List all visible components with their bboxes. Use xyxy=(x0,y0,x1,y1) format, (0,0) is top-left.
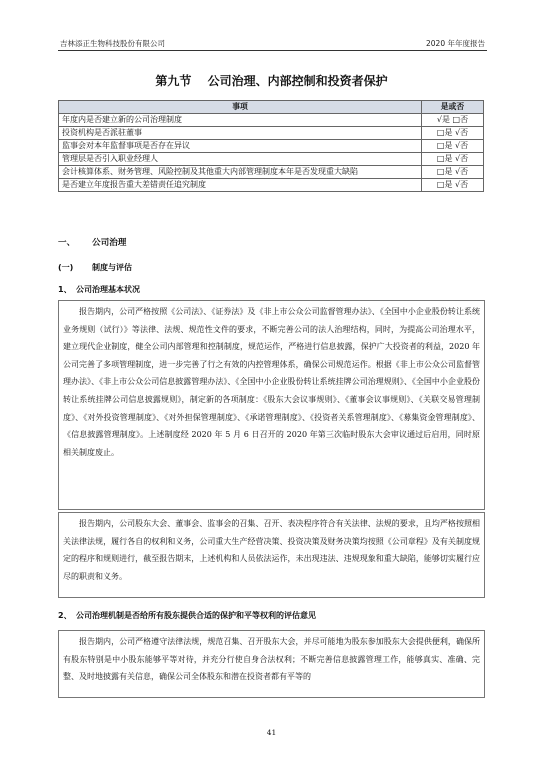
table-row xyxy=(59,114,484,127)
heading-systems-evaluation xyxy=(58,262,132,273)
row-item: 年度内是否建立新的公司治理制度 xyxy=(59,114,422,127)
page-number: 41 xyxy=(266,728,277,737)
table-header-row xyxy=(59,101,484,114)
heading-number: 2、 xyxy=(58,611,72,620)
paragraph: 报告期内，公司严格按照《公司法》、《证券法》及《非上市公众公司监督管理办法》、《全国中小企业股份转让系统业务规则（试行）》等法律、法规、规范性文件的要求，不断完善公司的法人治理结构，同时，为提高公司治理水平，建立现代企业制度，健全公司内部管理和控制制度，规范运作，严格进行信息披露，保护广大投资者的利益，2020 年公司完善了多项管理制度，进一步完善了行之有效的内控管理体系，确保公司规范运作。根据《非上市公众公司监督管理办法》、《非上市公众公司信息披露管理办法》、《全国中小企业股份转让系统挂牌公司治理规则》、《全国中小企业股份转让系统挂牌公司信息披露规则》，制定新的各项制度：《股东大会议事规则》、《董事会议事规则》、《关联交易管理制度》、《对外投资管理制度》、《对外担保管理制度》、《承诺管理制度》、《投资者关系管理制度》、《募集资金管理制度》、《信息披露管理制度》。上述制度经 2020 年 5 月 6 日召开的 2020 年第三次临时股东大会审议通过后启用，同时原相关制度废止。 xyxy=(63,307,480,457)
heading-text: 公司治理基本状况 xyxy=(76,285,140,294)
text-box-governance-operations xyxy=(58,512,485,598)
row-answer: □是 √否 xyxy=(422,166,484,179)
row-answer: √是 □否 xyxy=(422,114,484,127)
table-row xyxy=(59,153,484,166)
row-item: 管理层是否引入职业经理人 xyxy=(59,153,422,166)
governance-checklist-table xyxy=(58,100,484,192)
row-item: 会计核算体系、财务管理、风险控制及其他重大内部管理制度本年是否发现重大缺陷 xyxy=(59,166,422,179)
heading-shareholder-protection xyxy=(58,610,316,621)
heading-corporate-governance xyxy=(58,236,126,248)
column-header-item: 事项 xyxy=(59,101,422,114)
table-row xyxy=(59,179,484,192)
column-header-answer: 是或否 xyxy=(422,101,484,114)
row-answer: □是 √否 xyxy=(422,140,484,153)
heading-text: 公司治理 xyxy=(92,238,127,248)
header-divider xyxy=(58,50,487,51)
text-box-governance-status xyxy=(58,300,485,510)
row-item: 投资机构是否派驻董事 xyxy=(59,127,422,140)
row-answer: □是 √否 xyxy=(422,179,484,192)
paragraph: 报告期内，公司严格遵守法律法规，规范召集、召开股东大会，并尽可能地为股东参加股东大会提供便利，确保所有股东特别是中小股东能够平等对待，并充分行使自身合法权利；不断完善信息披露管理工作，能够真实、准确、完整、及时地披露有关信息，确保公司全体股东和潜在投资者都有平等的 xyxy=(63,637,480,682)
heading-basic-status xyxy=(58,284,140,295)
paragraph: 报告期内，公司股东大会、董事会、监事会的召集、召开、表决程序符合有关法律、法规的要求，且均严格按照相关法律法规，履行各自的权利和义务，公司重大生产经营决策、投资决策及财务决策均按照《公司章程》及有关制度规定的程序和规则进行，截至报告期末，上述机构和人员依法运作，未出现违法、违规现象和重大缺陷，能够切实履行应尽的职责和义务。 xyxy=(63,519,480,581)
row-answer: □是 √否 xyxy=(422,153,484,166)
section-title: 第九节 公司治理、内部控制和投资者保护 xyxy=(155,74,388,88)
table-row xyxy=(59,166,484,179)
table-row xyxy=(59,127,484,140)
heading-text: 公司治理机制是否给所有股东提供合适的保护和平等权利的评估意见 xyxy=(76,611,316,620)
report-name: 2020 年年度报告 xyxy=(426,39,485,48)
heading-number: (一) xyxy=(58,263,74,272)
heading-number: 1、 xyxy=(58,285,72,294)
row-item: 是否建立年度报告重大差错责任追究制度 xyxy=(59,179,422,192)
table-row xyxy=(59,140,484,153)
company-name: 吉林添正生物科技股份有限公司 xyxy=(60,39,165,48)
row-item: 监事会对本年监督事项是否存在异议 xyxy=(59,140,422,153)
heading-number: 一、 xyxy=(58,238,76,248)
row-answer: □是 √否 xyxy=(422,127,484,140)
text-box-shareholder-protection xyxy=(58,630,485,698)
heading-text: 制度与评估 xyxy=(92,263,132,272)
page-header xyxy=(60,36,485,50)
